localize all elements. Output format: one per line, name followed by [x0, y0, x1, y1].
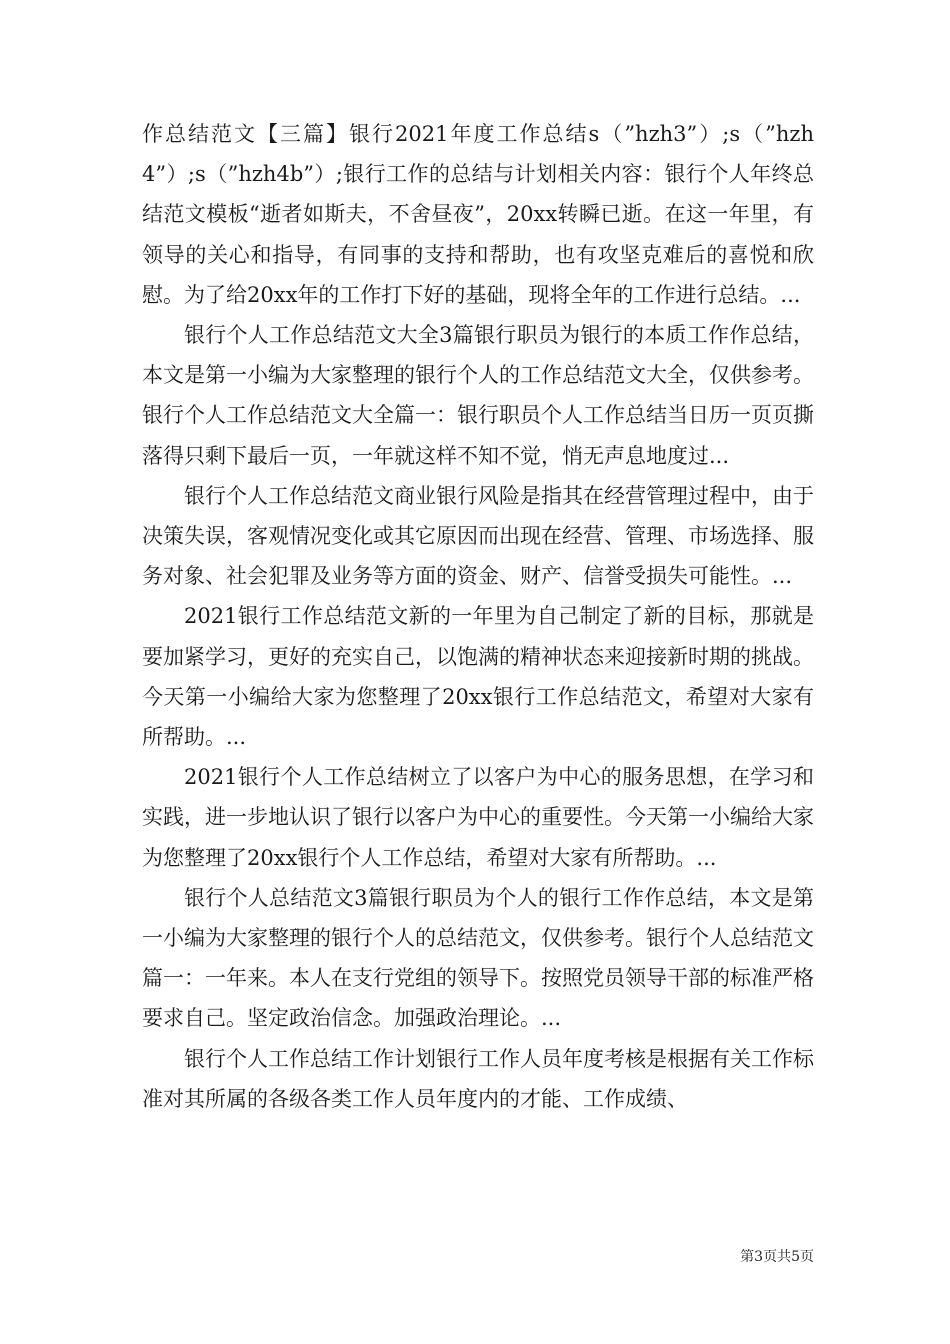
paragraph-4: 2021银行工作总结范文新的一年里为自己制定了新的目标，那就是要加紧学习，更好的充实自己，以饱满的精神状态来迎接新时期的挑战。今天第一小编给大家为您整理了20xx银行工作总结范文，希望对大家有所帮助。...	[142, 604, 814, 750]
page-number: 第3页共5页	[740, 1249, 814, 1265]
paragraph-6: 银行个人总结范文3篇银行职员为个人的银行工作作总结，本文是第一小编为大家整理的银行个人的总结范文，仅供参考。银行个人总结范文篇一：一年来。本人在支行党组的领导下。按照党员领导干部的标准严格要求自己。坚定政治信念。加强政治理论。...	[142, 885, 814, 1031]
paragraph-7: 银行个人工作总结工作计划银行工作人员年度考核是根据有关工作标准对其所属的各级各类工作人员年度内的才能、工作成绩、	[142, 1046, 814, 1111]
paragraph-2: 银行个人工作总结范文大全3篇银行职员为银行的本质工作作总结，本文是第一小编为大家整理的银行个人的工作总结范文大全，仅供参考。银行个人工作总结范文大全篇一：银行职员个人工作总结当日历一页页撕落得只剩下最后一页，一年就这样不知不觉，悄无声息地度过...	[142, 323, 814, 468]
paragraph-3: 银行个人工作总结范文商业银行风险是指其在经营管理过程中，由于决策失误，客观情况变化或其它原因而出现在经营、管理、市场选择、服务对象、社会犯罪及业务等方面的资金、财产、信誉受损失可能性。...	[142, 483, 814, 589]
paragraph-5: 2021银行个人工作总结树立了以客户为中心的服务思想，在学习和实践，进一步地认识了银行以客户为中心的重要性。今天第一小编给大家为您整理了20xx银行个人工作总结，希望对大家有所帮助。...	[142, 765, 814, 870]
paragraph-1: 作总结范文【三篇】银行2021年度工作总结s（”hzh3”）;s（”hzh4”）;s（”hzh4b”）;银行工作的总结与计划相关内容：银行个人年终总结范文模板“逝者如斯夫，不舍昼夜”，20xx转瞬已逝。在这一年里，有领导的关心和指导，有同事的支持和帮助，也有攻坚克难后的喜悦和欣慰。为了给20xx年的工作打下好的基础，现将全年的工作进行总结。...	[142, 122, 814, 307]
document-body	[142, 114, 814, 1119]
